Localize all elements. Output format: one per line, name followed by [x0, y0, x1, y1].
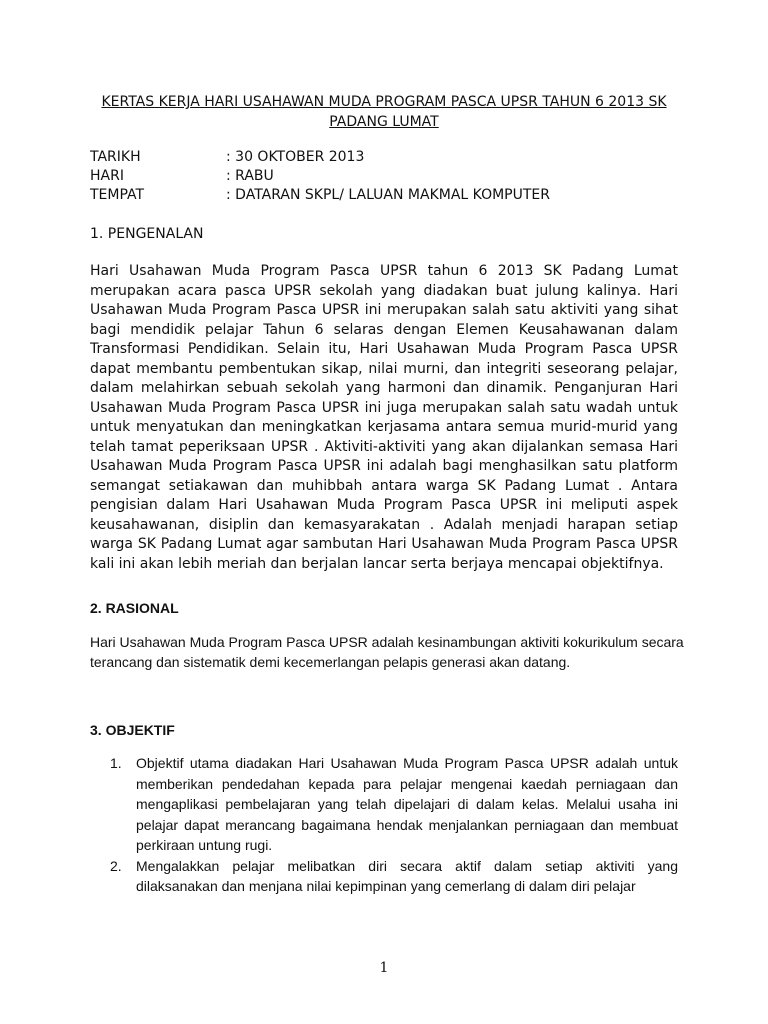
meta-label: TARIKH [90, 149, 141, 165]
section-body-pengenalan: Hari Usahawan Muda Program Pasca UPSR tahun 6 2013 SK Padang Lumat merupakan acara pasca UPSR sekolah yang diadakan buat julung kalinya. Hari Usahawan Muda Program Pasca UPSR ini merupakan salah satu aktiviti yang sihat bagi mendidik pelajar Tahun 6 selaras dengan Elemen Keusahawanan dalam Transformasi Pendidikan. Selain itu, Hari Usahawan Muda Program Pasca UPSR dapat membantu pembentukan sikap, nilai murni, dan integriti seseorang pelajar, dalam melahirkan sebuah sekolah yang harmoni dan dinamik. Penganjuran Hari Usahawan Muda Program Pasca UPSR ini juga merupakan salah satu wadah untuk untuk menyatukan dan meningkatkan kerjasama antara semua murid-murid yang telah tamat peperiksaan UPSR . Aktiviti-aktiviti yang akan dijalankan semasa Hari Usahawan Muda Program Pasca UPSR ini adalah bagi menghasilkan satu platform semangat setiakawan dan muhibbah antara warga SK Padang Lumat . Antara pengisian dalam Hari Usahawan Muda Program Pasca UPSR ini meliputi aspek keusahawanan, disiplin dan kemasyarakatan . Adalah menjadi harapan setiap warga SK Padang Lumat agar sambutan Hari Usahawan Muda Program Pasca UPSR kali ini akan lebih meriah dan berjalan lancar serta berjaya mencapai objektifnya. [90, 263, 678, 572]
meta-row-tarikh [90, 148, 690, 167]
meta-label: HARI [90, 168, 124, 184]
section-heading-objektif: 3. OBJEKTIF [90, 722, 175, 738]
meta-label: TEMPAT [90, 187, 145, 203]
objective-list [90, 753, 678, 897]
list-item [90, 753, 678, 856]
list-item-text: Objektif utama diadakan Hari Usahawan Muda Program Pasca UPSR adalah untuk memberikan pendedahan kepada para pelajar mengenai kaedah perniagaan dan mengaplikasi pembelajaran yang telah dipelajari di dalam kelas. Melalui usaha ini pelajar dapat merancang bagaimana hendak menjalankan perniagaan dan membuat perkiraan untung rugi. [136, 755, 678, 853]
list-item-number: 1. [110, 755, 122, 771]
meta-value: : RABU [226, 168, 274, 184]
list-item [90, 856, 678, 897]
meta-value: : DATARAN SKPL/ LALUAN MAKMAL KOMPUTER [226, 187, 550, 203]
meta-table [90, 148, 690, 205]
meta-row-hari [90, 167, 690, 186]
list-item-number: 2. [110, 857, 122, 874]
page-number: 1 [379, 960, 389, 976]
section-heading-rasional: 2. RASIONAL [90, 600, 179, 616]
section-body-rasional: Hari Usahawan Muda Program Pasca UPSR adalah kesinambungan aktiviti kokurikulum secara terancang dan sistematik demi kecemerlangan pelapis generasi akan datang. [90, 634, 684, 670]
list-item-text: Mengalakkan pelajar melibatkan diri secara aktif dalam setiap aktiviti yang dilaksanakan dan menjana nilai kepimpinan yang cemerlang di dalam diri pelajar [136, 857, 678, 894]
document-title: KERTAS KERJA HARI USAHAWAN MUDA PROGRAM PASCA UPSR TAHUN 6 2013 SK PADANG LUMAT [101, 94, 667, 130]
section-heading-pengenalan: 1. PENGENALAN [90, 226, 204, 242]
meta-value: : 30 OKTOBER 2013 [226, 149, 365, 165]
meta-row-tempat [90, 186, 690, 205]
